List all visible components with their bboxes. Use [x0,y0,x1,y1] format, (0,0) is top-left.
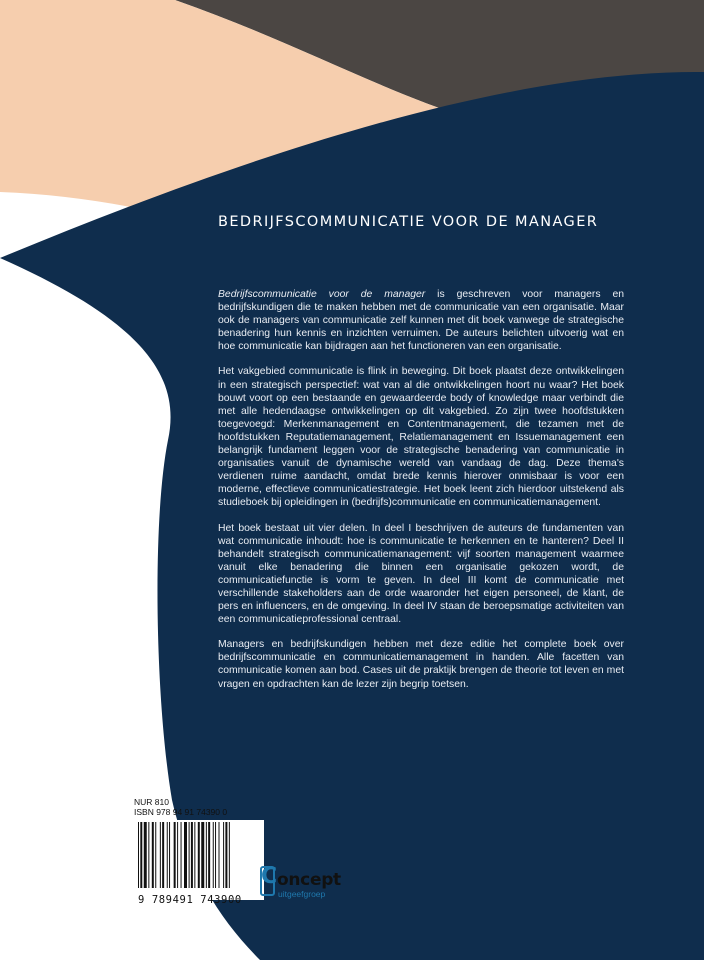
paragraph-1-text: is geschreven voor managers en bedrijfskundigen die te maken hebben met de communicatie van een organisatie. Maar ook de managers van communicatie zelf kunnen met dit boek vanwege de strategische benadering hun kennis en inzichten verruimen. De auteurs belichten uitvoerig wat en hoe communicatie kan bijdragen aan het functioneren van een organisatie. [218,289,625,353]
barcode-bar [194,822,195,888]
nur-code: NUR 810 [134,797,169,807]
barcode-bar [140,822,142,888]
barcode-bar [174,822,176,888]
barcode-bar [213,822,214,888]
barcode-bar [155,822,156,888]
barcode-bar [206,822,207,888]
barcode-bar [229,822,230,888]
barcode-bar [152,822,154,888]
barcode-bar [167,822,168,888]
publisher-subtitle: uitgeefgroep [278,889,326,899]
barcode-bar [160,822,161,888]
blurb-paragraph-1 [218,288,624,353]
back-cover-blurb [218,288,624,703]
barcode-bar [208,822,210,888]
barcode-bar [148,822,149,888]
barcode-bar [181,822,182,888]
barcode-bar [189,822,190,888]
barcode-bar [198,822,200,888]
barcode-bar [225,822,227,888]
blurb-paragraph-2: Het vakgebied communicatie is flink in beweging. Dit boek plaatst deze ontwikkelingen in een strategisch perspectief: wat van al die ontwikkelingen hoort nu waar? Het boek bouwt voort op een bestaande en gewaardeerde body of knowledge maar verbindt die met alle hedendaagse ontwikkelingen op dit vakgebied. Zo zijn twee hoofdstukken toegevoegd: Merkenmanagement en Contentmanagement, die tezamen met de hoofdstukken Reputatiemanagement, Relatiemanagement en Issuemanagement een belangrijk fundament leggen voor de strategische benadering van communicatie in organisaties vanuit de dynamische wereld van vandaag de dag. Deze thema's verdienen ruime aandacht, omdat brede kennis hierover onmisbaar is voor een moderne, effectieve communicatiestrategie. Het boek leent zich hierdoor uitstekend als studieboek bij opleidingen in (bedrijfs)communicatie en communicatiemanagement. [218,366,624,509]
publisher-logo [260,866,350,906]
barcode-bars [138,822,260,888]
book-title-italic: Bedrijfscommunicatie voor de manager [218,289,426,300]
isbn-block [134,797,264,906]
barcode-digits: 9 789491 743900 [138,894,242,906]
publisher-name: oncept [277,870,341,890]
barcode-bar [138,822,139,888]
barcode-bar [162,822,164,888]
cover-title: BEDRIJFSCOMMUNICATIE VOOR DE MANAGER [218,214,599,230]
barcode-bar [169,822,170,888]
blurb-paragraph-3: Het boek bestaat uit vier delen. In deel I beschrijven de auteurs de fundamenten van wat communicatie inhoudt: hoe is communicatie te herkennen en te hanteren? Deel II behandelt strategisch communicatiemanagement: vijf soorten management waarmee vanuit elke benadering die binnen een organisatie gekozen wordt, de communicatiefunctie is vorm te geven. In deel III komt de communicatie met verschillende stakeholders aan de orde waaronder het eigen personeel, de klant, de pers en influencers, en de omgeving. In deel IV staan de beroepsmatige activiteiten van een communicatieprofessional centraal. [218,522,624,626]
barcode-bar [144,822,147,888]
isbn-number: ISBN 978 94 91 74390 0 [134,807,228,817]
barcode-bar [223,822,224,888]
logo-letter: C [261,864,278,889]
barcode-bar [177,822,178,888]
barcode-bar [219,822,220,888]
barcode-bar [191,822,193,888]
blurb-paragraph-4: Managers en bedrijfskundigen hebben met deze editie het complete boek over bedrijfscommunicatie en communicatiemanagement in handen. Alle facetten van communicatie komen aan bod. Cases uit de praktijk brengen de theorie tot leven en met vragen en opdrachten kan de lezer zijn begrip toetsen. [218,639,624,690]
barcode-bar [215,822,216,888]
barcode [134,820,264,906]
barcode-bar [184,822,187,888]
barcode-bar [201,822,204,888]
